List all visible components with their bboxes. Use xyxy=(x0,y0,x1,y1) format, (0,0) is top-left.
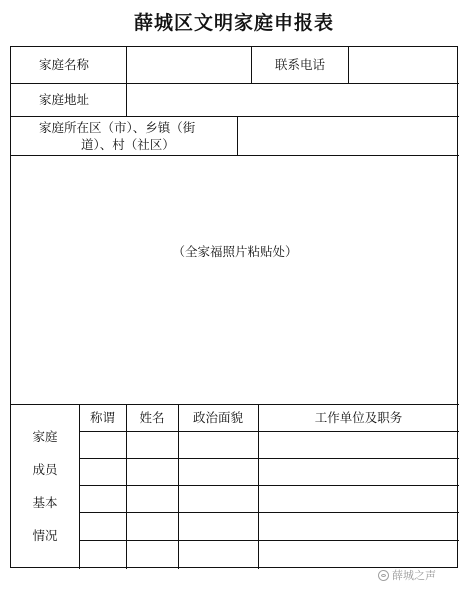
family-members-label-3: 基本 xyxy=(32,495,58,510)
photo-paste-note: （全家福照片粘贴处） xyxy=(172,244,298,259)
political-status-field[interactable] xyxy=(179,459,257,484)
relation-field[interactable] xyxy=(80,513,125,539)
header-work-unit-position: 工作单位及职务 xyxy=(314,409,403,425)
work-unit-field[interactable] xyxy=(259,541,457,566)
family-address-label: 家庭地址 xyxy=(39,91,90,107)
work-unit-field[interactable] xyxy=(259,513,457,539)
work-unit-field[interactable] xyxy=(259,486,457,511)
political-status-field[interactable] xyxy=(179,486,257,511)
header-name: 姓名 xyxy=(139,409,165,425)
contact-phone-label: 联系电话 xyxy=(274,57,325,72)
political-status-field[interactable] xyxy=(179,513,257,539)
name-field[interactable] xyxy=(127,513,177,539)
family-members-label-1: 家庭 xyxy=(32,429,58,444)
page-title: 薛城区文明家庭申报表 xyxy=(133,12,334,34)
header-political-status: 政治面貌 xyxy=(192,409,243,425)
work-unit-field[interactable] xyxy=(259,432,457,457)
family-members-label-4: 情况 xyxy=(32,528,58,543)
application-form xyxy=(10,46,458,568)
family-address-field[interactable] xyxy=(127,84,457,115)
family-name-label: 家庭名称 xyxy=(39,57,90,72)
district-label xyxy=(39,119,237,153)
district-label-line1: 家庭所在区（市）、乡镇（街 xyxy=(39,120,196,135)
name-field[interactable] xyxy=(127,486,177,511)
name-field[interactable] xyxy=(127,432,177,457)
relation-field[interactable] xyxy=(80,459,125,484)
work-unit-field[interactable] xyxy=(259,459,457,484)
district-field[interactable] xyxy=(238,117,457,154)
watermark-text: 薛城之声 xyxy=(392,569,436,582)
wechat-icon xyxy=(378,570,389,581)
family-members-label-2: 成员 xyxy=(32,462,58,477)
name-field[interactable] xyxy=(127,541,177,566)
relation-field[interactable] xyxy=(80,432,125,457)
family-name-field[interactable] xyxy=(127,48,250,82)
relation-field[interactable] xyxy=(80,541,125,566)
family-photo-area[interactable] xyxy=(11,156,457,403)
contact-phone-field[interactable] xyxy=(349,48,457,82)
relation-field[interactable] xyxy=(80,486,125,511)
family-members-label xyxy=(11,405,79,569)
political-status-field[interactable] xyxy=(179,432,257,457)
watermark xyxy=(378,567,436,583)
name-field[interactable] xyxy=(127,459,177,484)
header-relation: 称谓 xyxy=(89,409,115,425)
political-status-field[interactable] xyxy=(179,541,257,566)
district-label-line2: 道）、村（社区） xyxy=(81,137,175,152)
